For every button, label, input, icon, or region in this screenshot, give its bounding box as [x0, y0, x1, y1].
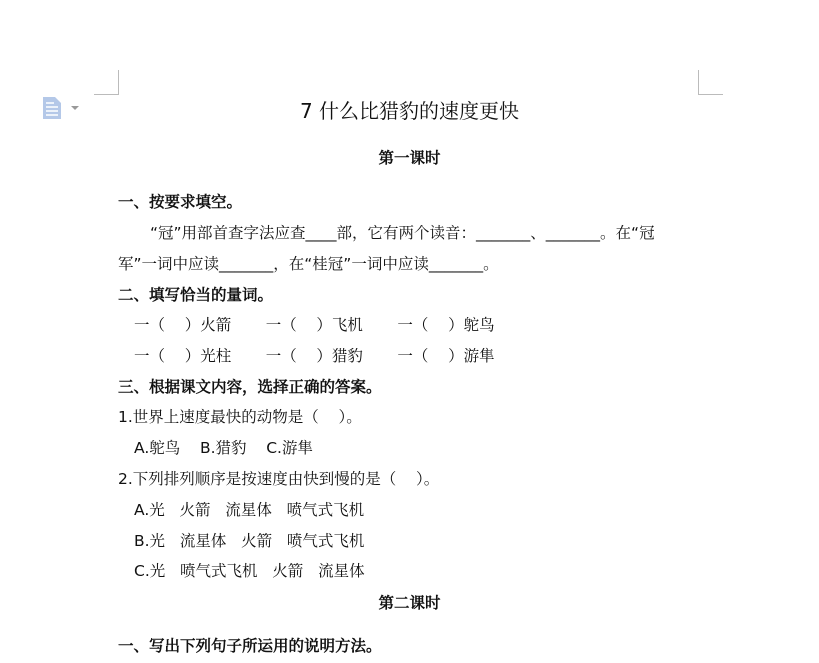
page-corner-top-right	[698, 70, 723, 95]
question-text: 2.下列排列顺序是按速度由快到慢的是（ ）。	[118, 470, 440, 488]
question-text: 军”一词中应读_______，在“桂冠”一词中应读_______。	[118, 255, 499, 273]
answer-option: C.光 喷气式飞机 火箭 流星体	[134, 562, 365, 580]
question-row: 一（ ）光柱 一（ ）猎豹 一（ ）游隼	[134, 347, 495, 365]
page-corner-top-left	[94, 70, 119, 95]
question-text: 1.世界上速度最快的动物是（ ）。	[118, 408, 362, 426]
question-heading: 二、填写恰当的量词。	[118, 286, 274, 304]
question-text: “冠”用部首查字法应查____部，它有两个读音：_______、_______。在“冠	[150, 224, 655, 242]
section-heading: 第二课时	[378, 594, 441, 612]
answer-option: B.光 流星体 火箭 喷气式飞机	[134, 532, 365, 550]
question-heading: 一、写出下列句子所运用的说明方法。	[118, 637, 382, 655]
answer-options: A.鸵鸟 B.猎豹 C.游隼	[134, 439, 313, 457]
answer-option: A.光 火箭 流星体 喷气式飞机	[134, 501, 365, 519]
question-row: 一（ ）火箭 一（ ）飞机 一（ ）鸵鸟	[134, 316, 495, 334]
section-heading: 第一课时	[378, 149, 441, 167]
question-heading: 三、根据课文内容，选择正确的答案。	[118, 378, 382, 396]
question-heading: 一、按要求填空。	[118, 193, 243, 211]
document-title: 7 什么比猎豹的速度更快	[299, 99, 520, 123]
